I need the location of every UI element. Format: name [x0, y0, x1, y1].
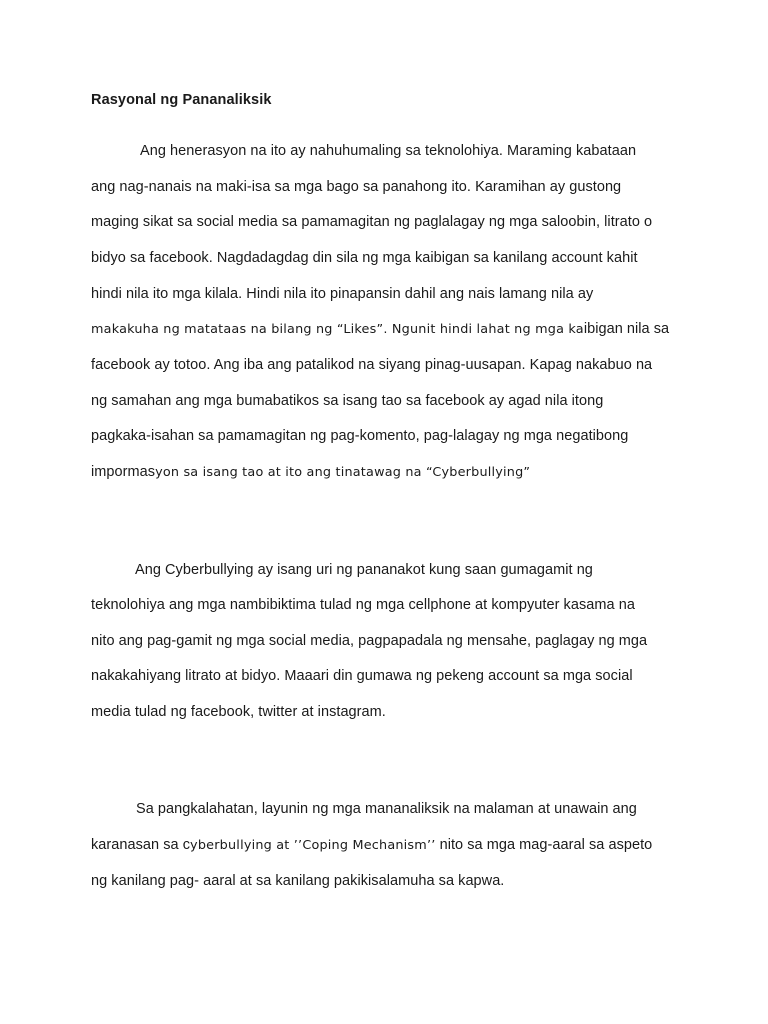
paragraph-1-line-5: hindi nila ito mga kilala. Hindi nila ito pinapansin dahil ang nais lamang nila ay: [91, 286, 594, 302]
paragraph-1-line-1: Ang henerasyon na ito ay nahuhumaling sa teknolohiya. Maraming kabataan: [140, 143, 637, 159]
paragraph-3-line-2: [91, 836, 652, 855]
paragraph-2-line-2: teknolohiya ang mga nambibiktima tulad ng mga cellphone at kompyuter kasama na: [91, 597, 635, 613]
document-heading: Rasyonal ng Pananaliksik: [91, 92, 272, 108]
paragraph-1-line-10: [91, 463, 530, 482]
paragraph-2-line-5: media tulad ng facebook, twitter at instagram.: [91, 704, 386, 720]
paragraph-1-line-8: ng samahan ang mga bumabatikos sa isang tao sa facebook ay agad nila itong: [91, 393, 604, 409]
paragraph-2-line-4: nakakahiyang litrato at bidyo. Maaari din gumawa ng pekeng account sa mga social: [91, 668, 633, 684]
paragraph-1-line-10-part-b: yon sa isang tao at ito ang tinatawag na “Cyberbullying”: [155, 465, 531, 480]
paragraph-3-line-2-part-b: yberbullying at ’’Coping Mechanism’’: [190, 838, 436, 853]
paragraph-1-line-10-part-a: impormas: [91, 464, 156, 480]
paragraph-1-line-9: pagkaka-isahan sa pamamagitan ng pag-komento, pag-lalagay ng mga negatibong: [91, 428, 629, 444]
paragraph-1-line-2: ang nag-nanais na maki-isa sa mga bago sa panahong ito. Karamihan ay gustong: [91, 179, 622, 195]
paragraph-1-line-4: bidyo sa facebook. Nagdadagdag din sila ng mga kaibigan sa kanilang account kahit: [91, 250, 638, 266]
paragraph-1-line-6: [91, 320, 669, 339]
paragraph-3-line-2-part-a: karanasan sa c: [91, 837, 191, 853]
paragraph-1-line-3: maging sikat sa social media sa pamamagitan ng paglalagay ng mga saloobin, litrato o: [91, 214, 653, 230]
paragraph-2-line-1: Ang Cyberbullying ay isang uri ng pananakot kung saan gumagamit ng: [135, 562, 593, 578]
paragraph-1-line-7: facebook ay totoo. Ang iba ang patalikod na siyang pinag-uusapan. Kapag nakabuo na: [91, 357, 653, 373]
paragraph-1-line-6-part-a: makakuha ng matataas na bilang ng “Likes”. Ngunit hindi lahat ng mga ka: [91, 322, 584, 337]
paragraph-2-line-3: nito ang pag-gamit ng mga social media, pagpapadala ng mensahe, paglagay ng mga: [91, 633, 648, 649]
paragraph-3-line-2-part-c: nito sa mga mag-aaral sa aspeto: [435, 837, 653, 853]
paragraph-3-line-1: Sa pangkalahatan, layunin ng mga mananaliksik na malaman at unawain ang: [136, 801, 637, 817]
paragraph-1-line-6-part-b: ibigan nila sa: [583, 321, 670, 337]
paragraph-3-line-3: ng kanilang pag- aaral at sa kanilang pakikisalamuha sa kapwa.: [91, 873, 505, 889]
